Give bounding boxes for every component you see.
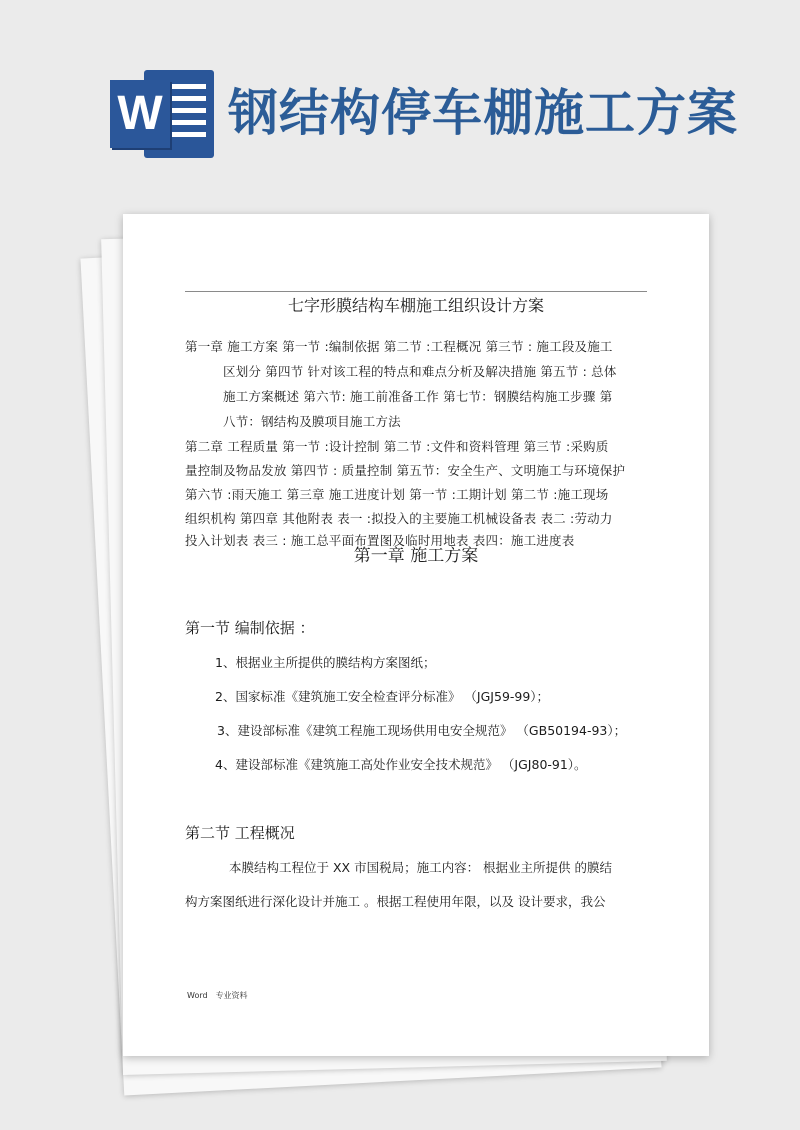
- chapter-heading: 第一章 施工方案: [353, 546, 479, 566]
- paragraph-line: 构方案图纸进行深化设计并施工 。根据工程使用年限，以及 设计要求，我公: [185, 894, 606, 909]
- toc-line: 量控制及物品发放 第四节 : 质量控制 第五节：安全生产、文明施工与环境保护: [185, 463, 626, 478]
- toc-line: 第六节 :雨天施工 第三章 施工进度计划 第一节 :工期计划 第二节 :施工现场: [185, 487, 609, 502]
- toc-line: 八节：钢结构及膜项目施工方法: [223, 414, 401, 429]
- list-item: 4、建设部标准《建筑施工高处作业安全技术规范》 （JGJ80-91）。: [215, 757, 587, 772]
- document-page: [123, 214, 709, 1056]
- word-logo-icon: [110, 70, 215, 158]
- word-logo-letter: W: [110, 80, 170, 148]
- toc-line: 投入计划表 表三 : 施工总平面布置图及临时用地表 表四：施工进度表: [185, 533, 575, 548]
- toc-line: 第二章 工程质量 第一节 :设计控制 第二节 :文件和资料管理 第三节 :采购质: [185, 439, 609, 454]
- list-item: 3、建设部标准《建筑工程施工现场供用电安全规范》 （GB50194-93）；: [217, 723, 627, 738]
- document-title: 七字形膜结构车棚施工组织设计方案: [287, 296, 544, 315]
- list-item: 1、根据业主所提供的膜结构方案图纸；: [215, 655, 436, 670]
- list-item: 2、国家标准《建筑施工安全检查评分标准》 （JGJ59-99）；: [215, 689, 550, 704]
- paragraph-line: 本膜结构工程位于 XX 市国税局；施工内容： 根据业主所提供 的膜结: [229, 860, 613, 875]
- section-heading: 第一节 编制依据 ：: [185, 619, 315, 637]
- banner-title: 钢结构停车棚施工方案: [228, 83, 738, 142]
- footer-label: 专业资料: [215, 991, 248, 1000]
- title-rule: [185, 291, 647, 292]
- toc-line: 第一章 施工方案 第一节 :编制依据 第二节 :工程概况 第三节 : 施工段及施工: [185, 339, 613, 354]
- section-heading: 第二节 工程概况: [185, 824, 295, 842]
- toc-line: 施工方案概述 第六节: 施工前准备工作 第七节：钢膜结构施工步骤 第: [223, 389, 613, 404]
- toc-line: 组织机构 第四章 其他附表 表一 :拟投入的主要施工机械设备表 表二 :劳动力: [185, 511, 613, 526]
- page-footer: [187, 991, 256, 1001]
- footer-app-label: Word: [187, 991, 208, 1000]
- toc-line: 区划分 第四节 针对该工程的特点和难点分析及解决措施 第五节 : 总体: [223, 364, 617, 379]
